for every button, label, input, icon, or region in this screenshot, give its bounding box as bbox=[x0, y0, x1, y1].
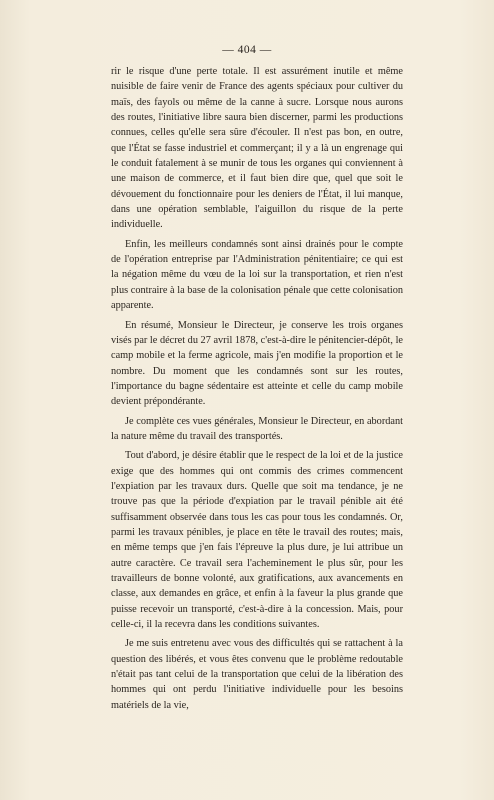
paragraph-6: Je me suis entretenu avec vous des difficultés qui se rattachent à la question des libérés, et vous êtes convenu que le problème redoutable n'était pas tant celui de la transportation que celui de la libération des hommes qui ont perdu l'initiative individuelle pour les besoins matériels de la vie, bbox=[111, 638, 403, 711]
paragraph-4: Je complète ces vues générales, Monsieur le Directeur, en abordant la nature même du travail des transportés. bbox=[111, 415, 403, 442]
paragraph-1: rir le risque d'une perte totale. Il est assurément inutile et même nuisible de faire venir de France des agents spéciaux pour cultiver du maïs, des fayols ou même de la canne à sucre. Lorsque nous aurons des routes, l'initiative libre saura bien discerner, parmi les productions connues, celles qu'elle sera sûre d'écouler. Il n'est pas bon, en outre, que l'État se fasse industriel et commerçant; il y a là un engrenage qui le conduit fatalement à se munir de tous les organes qui conviennent à une maison de commerce, et il faut bien dire que, quel que soit le dévouement du fonctionnaire pour les deniers de l'État, il lui manque, dans une opération semblable, l'aiguillon du risque de la perte individuelle. bbox=[111, 66, 403, 231]
body-text bbox=[111, 64, 403, 717]
paragraph-2: Enfin, les meilleurs condamnés sont ainsi drainés pour le compte de l'opération entreprise par l'Administration pénitentiaire; ce qui est la négation même du vœu de la loi sur la transportation, et rien n'est plus contraire à la base de la colonisation pénale que cette colonisation apparente. bbox=[111, 238, 403, 312]
paragraph-3: En résumé, Monsieur le Directeur, je conserve les trois organes visés par le décret du 27 avril 1878, c'est-à-dire le pénitencier-dépôt, le camp mobile et la ferme agricole, mais j'en modifie la proportion et le nombre. Du moment que les condamnés sont sur les routes, l'importance du bagne sédentaire est atteinte et celle du camp mobile devient prépondérante. bbox=[111, 319, 403, 408]
paragraph-5: Tout d'abord, je désire établir que le respect de la loi et de la justice exige que des hommes qui ont commis des crimes commencent l'expiation par les travaux durs. Quelle que soit ma tendance, je ne trouve pas que la période d'expiation par le travail pénible ait été suffisamment observée dans tous les cas pour tous les condamnés. Or, parmi les travaux pénibles, je place en tête le travail des routes; mais, en même temps que j'en fais l'épreuve la plus dure, je lui attribue un autre caractère. Ce travail sera l'acheminement le plus sûr, pour les travailleurs de bonne volonté, aux gratifications, aux avancements en classe, aux demandes en grâce, et enfin à la faveur la plus grande que puisse recevoir un transporté, c'est-à-dire à la concession. Mais, pour celle-ci, il la recevra dans les conditions suivantes. bbox=[111, 450, 403, 631]
page-number: — 404 — bbox=[222, 44, 272, 56]
